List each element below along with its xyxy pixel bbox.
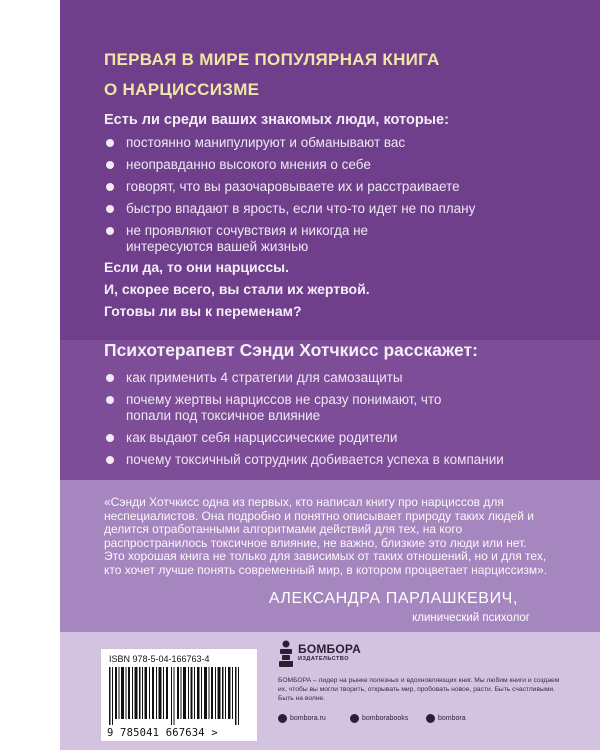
list-item: говорят, что вы разочаровываете их и расстраиваете [104, 179, 544, 195]
social-link-web[interactable]: bombora.ru [278, 712, 326, 724]
list-item: постоянно манипулируют и обманывают вас [104, 135, 544, 151]
list-item: как применить 4 стратегии для самозащиты [104, 370, 544, 386]
list-item: почему токсичный сотрудник добивается успеха в компании [104, 452, 544, 468]
bullet-icon [106, 434, 114, 442]
quote-author-role: клинический психолог [412, 612, 530, 624]
question-2: И, скорее всего, вы стали их жертвой. [104, 281, 370, 297]
social-link-vk[interactable]: bomborabooks [350, 712, 408, 724]
list-item: неоправданно высокого мнения о себе [104, 157, 544, 173]
section-heading: Психотерапевт Сэнди Хотчкисс расскажет: [104, 340, 478, 360]
benefits-list [104, 370, 544, 474]
list-item: не проявляют сочувствия и никогда не интересуются вашей жизнью [104, 223, 456, 255]
headline-line-2: О НАРЦИССИЗМЕ [104, 80, 260, 99]
bullet-icon [106, 205, 114, 213]
bombora-logo-icon [278, 640, 294, 668]
bullet-icon [106, 161, 114, 169]
headline-line-1: ПЕРВАЯ В МИРЕ ПОПУЛЯРНАЯ КНИГА [104, 50, 440, 69]
social-link-instagram[interactable]: bombora [426, 712, 466, 724]
isbn-number: ISBN 978-5-04-166763-4 [109, 654, 210, 664]
question-3: Готовы ли вы к переменам? [104, 303, 302, 319]
publisher-subtitle: ИЗДАТЕЛЬСТВО [298, 656, 350, 662]
intro-lead: Есть ли среди ваших знакомых люди, которые: [104, 112, 449, 128]
barcode-digits: 9 785041 667634 > [107, 727, 218, 739]
book-back-cover [60, 0, 600, 750]
publisher-description: БОМБОРА – лидер на рынке полезных и вдохновляющих книг. Мы любим книги и создаем их, чтобы вы могли творить, открывать мир, пробовать новое, расти. Быть счастливыми. Быть на волне. [278, 677, 560, 702]
quote-author: АЛЕКСАНДРА ПАРЛАШКЕВИЧ, [268, 590, 518, 607]
barcode-icon [109, 667, 249, 725]
bullet-icon [106, 227, 114, 235]
intro-list [104, 135, 544, 261]
list-item: как выдают себя нарциссические родители [104, 430, 544, 446]
bullet-icon [106, 456, 114, 464]
bullet-icon [106, 374, 114, 382]
bullet-icon [106, 183, 114, 191]
bullet-icon [106, 396, 114, 404]
barcode-panel [100, 648, 258, 742]
web-icon [278, 714, 287, 723]
question-1: Если да, то они нарциссы. [104, 259, 290, 275]
list-item: быстро впадают в ярость, если что-то идет не по плану [104, 201, 544, 217]
list-item: почему жертвы нарциссов не сразу понимают, что попали под токсичное влияние [104, 392, 486, 424]
bullet-icon [106, 139, 114, 147]
review-quote: «Сэнди Хотчкисс одна из первых, кто написал книгу про нарциссов для неспециалистов. Она подробно и понятно описывает природу таких людей и делится отработанными алгоритмами действий для тех, на кого распространилось токсичное влияние, не важно, близкие это люди или нет. Это хорошая книга не только для зависимых от таких отношений, но и для тех, кто хочет лучше понять современный мир, в котором процветает нарциссизм». [104, 495, 548, 577]
vk-icon [350, 714, 359, 723]
publisher-name: БОМБОРА [298, 642, 361, 656]
instagram-icon [426, 714, 435, 723]
